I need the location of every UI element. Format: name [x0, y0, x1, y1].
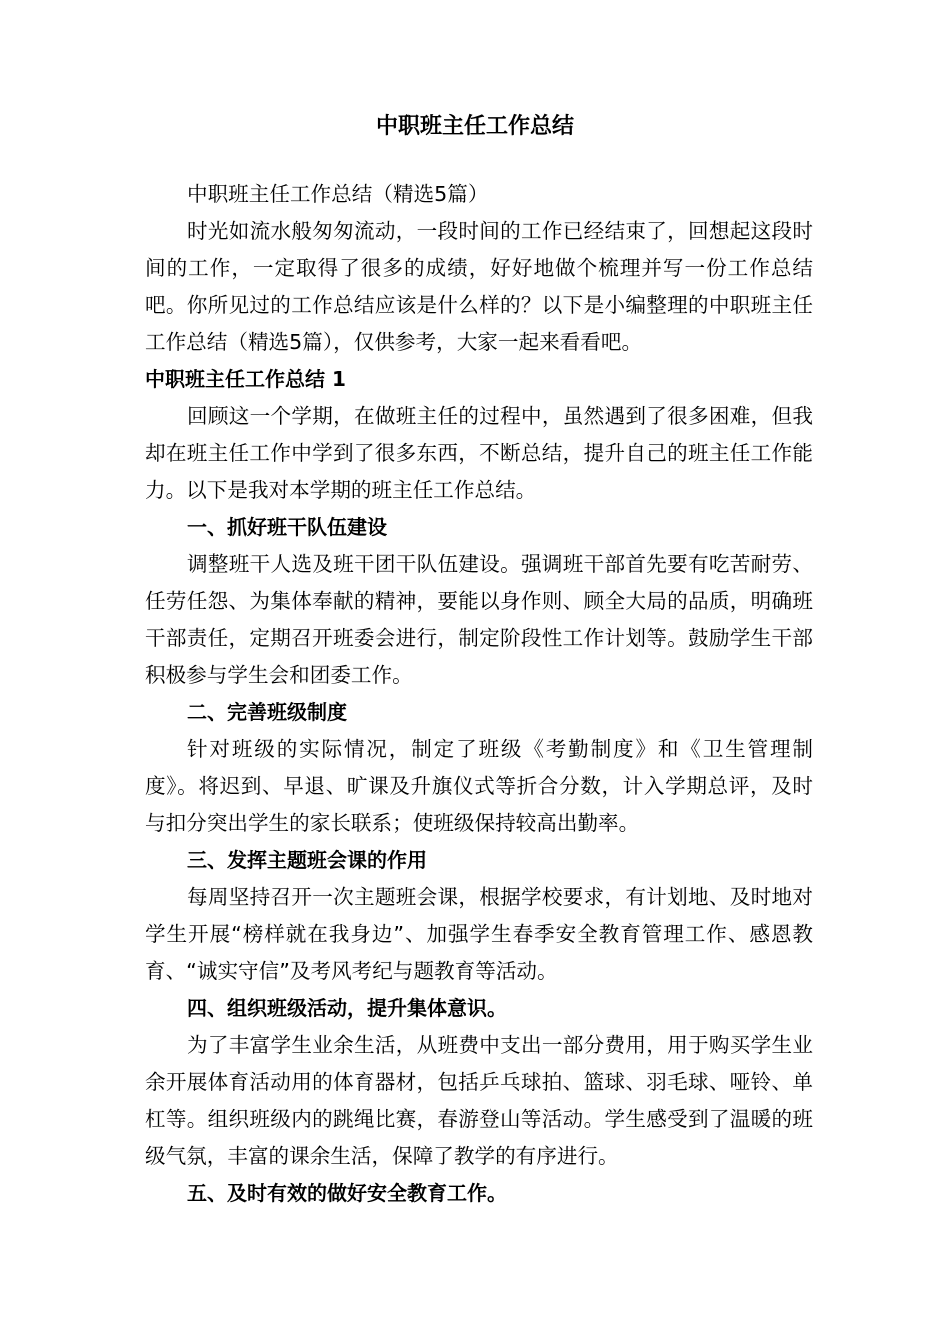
section-body-4: 为了丰富学生业余生活，从班费中支出一部分费用，用于购买学生业余开展体育活动用的体育器材，包括乒乓球拍、篮球、羽毛球、哑铃、单杠等。组织班级内的跳绳比赛，春游登山等活动。学生感受到了温暖的班级气氛，丰富的课余生活，保障了教学的有序进行。	[145, 1033, 813, 1168]
section-heading-5: 五、及时有效的做好安全教育工作。	[187, 1181, 507, 1205]
section-heading-4: 四、组织班级活动，提升集体意识。	[187, 996, 507, 1020]
section-body-2: 针对班级的实际情况，制定了班级《考勤制度》和《卫生管理制度》。将迟到、早退、旷课及升旗仪式等折合分数，计入学期总评，及时与扣分突出学生的家长联系；使班级保持较高出勤率。	[145, 737, 813, 835]
document-body	[145, 176, 813, 1212]
section-body-3: 每周坚持召开一次主题班会课，根据学校要求，有计划地、及时地对学生开展“榜样就在我身边”、加强学生春季安全教育管理工作、感恩教育、“诚实守信”及考风考纪与题教育等活动。	[145, 885, 813, 983]
section-intro: 回顾这一个学期，在做班主任的过程中，虽然遇到了很多困难，但我却在班主任工作中学到了很多东西，不断总结，提升自己的班主任工作能力。以下是我对本学期的班主任工作总结。	[145, 404, 813, 502]
section-heading-1: 一、抓好班干队伍建设	[187, 515, 387, 539]
section-heading-2: 二、完善班级制度	[187, 700, 347, 724]
document-title: 中职班主任工作总结	[375, 114, 574, 139]
section-heading-3: 三、发挥主题班会课的作用	[187, 848, 427, 872]
section-body-1: 调整班干人选及班干团干队伍建设。强调班干部首先要有吃苦耐劳、任劳任怨、为集体奉献的精神，要能以身作则、顾全大局的品质，明确班干部责任，定期召开班委会进行，制定阶段性工作计划等。鼓励学生干部积极参与学生会和团委工作。	[145, 552, 813, 687]
section-title: 中职班主任工作总结 1	[145, 367, 346, 391]
intro-paragraph: 时光如流水般匆匆流动，一段时间的工作已经结束了，回想起这段时间的工作，一定取得了很多的成绩，好好地做个梳理并写一份工作总结吧。你所见过的工作总结应该是什么样的？以下是小编整理的中职班主任工作总结（精选5篇），仅供参考，大家一起来看看吧。	[145, 219, 813, 354]
document-subheading: 中职班主任工作总结（精选5篇）	[187, 182, 489, 206]
